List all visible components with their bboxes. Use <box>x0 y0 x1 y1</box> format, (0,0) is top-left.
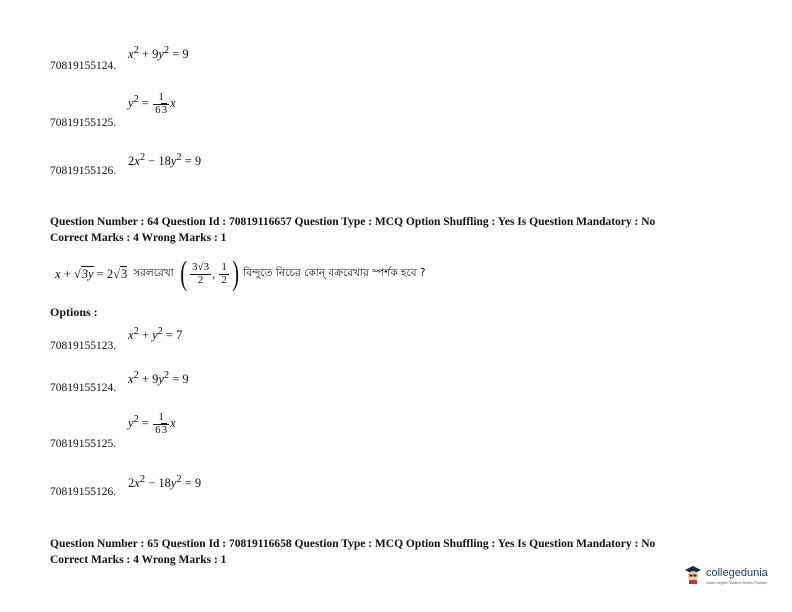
q64-options-label: Options : <box>50 305 98 319</box>
prev-option-126-equation: $2x^2 - 18y^2 = 9$ <box>128 152 202 169</box>
q64-option-124-equation: $x^2 + 9y^2 = 9$ <box>128 370 189 387</box>
q64-line-word: সরলরেখা <box>133 266 174 279</box>
prev-option-125-id: 70819155125. <box>50 117 117 129</box>
q64-option-123-id: 70819155123. <box>50 340 117 352</box>
q64-point-comma: , <box>212 266 219 281</box>
prev-option-124-equation: $x^2 + 9y^2 = 9$ <box>128 45 189 62</box>
prev-option-126-id: 70819155126. <box>50 165 117 177</box>
prev-option-124-id: 70819155124. <box>50 60 117 72</box>
q65-header <box>50 536 655 568</box>
q64-option-124-id: 70819155124. <box>50 382 117 394</box>
logo-name: collegedunia <box>706 567 768 579</box>
q64-question-bengali: বিন্দুতে নিচের কোন্ বক্ররেখার স্পর্শক হবে ? <box>243 266 426 279</box>
q64-header-line2: Correct Marks : 4 Wrong Marks : 1 <box>50 232 227 244</box>
q64-header-line1: Question Number : 64 Question Id : 70819116657 Question Type : MCQ Option Shuffling : Yes Is Question Mandatory : No <box>50 216 656 228</box>
logo-tagline: India's largest Student Review Platform <box>706 581 767 585</box>
prev-option-125-equation: $y^2$ = $\frac{1}{63}$ x <box>128 91 176 116</box>
q64-question-text <box>55 256 426 292</box>
q65-header-line1: Question Number : 65 Question Id : 70819116658 Question Type : MCQ Option Shuffling : Yes Is Question Mandatory : No <box>50 538 656 550</box>
q64-equation: x + √3y = 2√3 <box>55 266 128 281</box>
q64-option-123-equation: $x^2 + y^2 = 7$ <box>128 326 183 343</box>
q64-option-126-equation: $2x^2 - 18y^2 = 9$ <box>128 474 202 491</box>
q64-right-paren: ) <box>232 255 239 292</box>
q64-point-x: $\frac{3√3}{2}$ <box>192 260 210 286</box>
q64-point-y: $\frac{1}{2}$ <box>221 260 227 286</box>
q64-option-125-equation: $y^2$ = $\frac{1}{63}$ x <box>128 411 176 436</box>
collegedunia-logo <box>683 561 775 587</box>
q64-option-125-id: 70819155125. <box>50 438 117 450</box>
q64-header <box>50 214 655 246</box>
q65-header-line2: Correct Marks : 4 Wrong Marks : 1 <box>50 554 227 566</box>
q64-option-126-id: 70819155126. <box>50 486 117 498</box>
graduate-mascot-icon <box>683 564 703 584</box>
q64-left-paren: ( <box>179 255 187 292</box>
